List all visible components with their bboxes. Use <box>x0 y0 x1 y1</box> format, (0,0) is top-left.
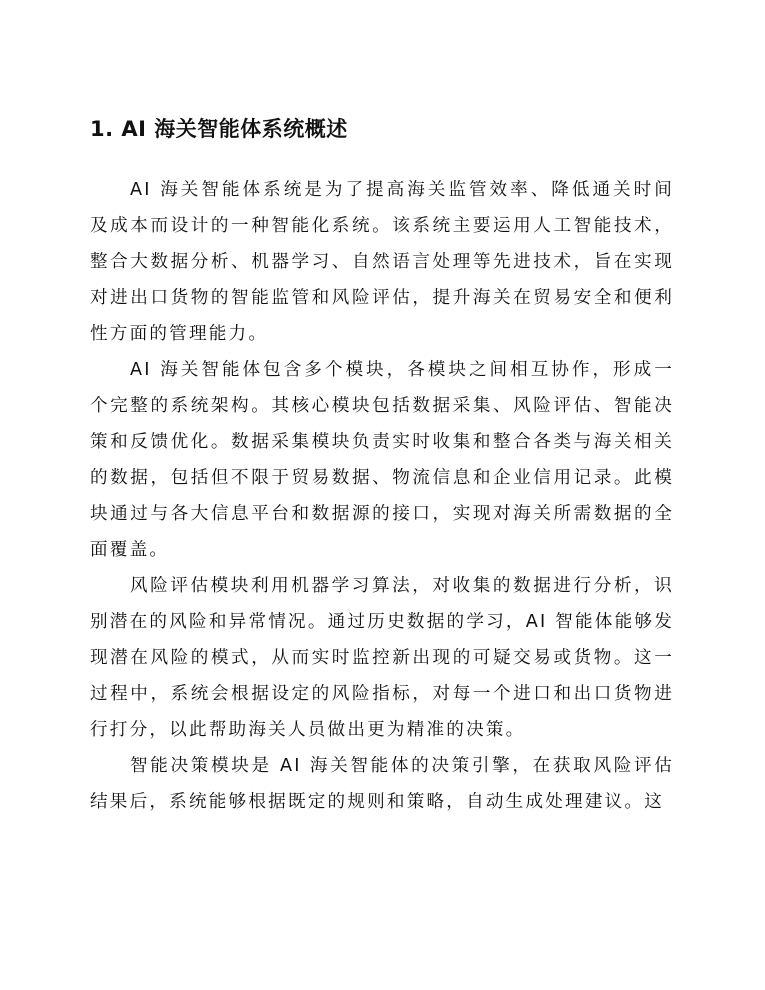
body-text <box>90 172 674 820</box>
paragraph-modules: AI 海关智能体包含多个模块，各模块之间相互协作，形成一个完整的系统架构。其核心模块包括数据采集、风险评估、智能决策和反馈优化。数据采集模块负责实时收集和整合各类与海关相关的数据，包括但不限于贸易数据、物流信息和企业信用记录。此模块通过与各大信息平台和数据源的接口，实现对海关所需数据的全面覆盖。 <box>90 360 674 560</box>
paragraph-overview: AI 海关智能体系统是为了提高海关监管效率、降低通关时间及成本而设计的一种智能化系统。该系统主要运用人工智能技术，整合大数据分析、机器学习、自然语言处理等先进技术，旨在实现对进出口货物的智能监管和风险评估，提升海关在贸易安全和便利性方面的管理能力。 <box>90 180 674 344</box>
section-heading: 1. AI 海关智能体系统概述 <box>90 117 348 141</box>
paragraph-decision: 智能决策模块是 AI 海关智能体的决策引擎，在获取风险评估结果后，系统能够根据既定的规则和策略，自动生成处理建议。这 <box>90 756 674 812</box>
paragraph-risk-assessment: 风险评估模块利用机器学习算法，对收集的数据进行分析，识别潜在的风险和异常情况。通过历史数据的学习，AI 智能体能够发现潜在风险的模式，从而实时监控新出现的可疑交易或货物。这一过程中，系统会根据设定的风险指标，对每一个进口和出口货物进行打分，以此帮助海关人员做出更为精准的决策。 <box>90 576 674 740</box>
